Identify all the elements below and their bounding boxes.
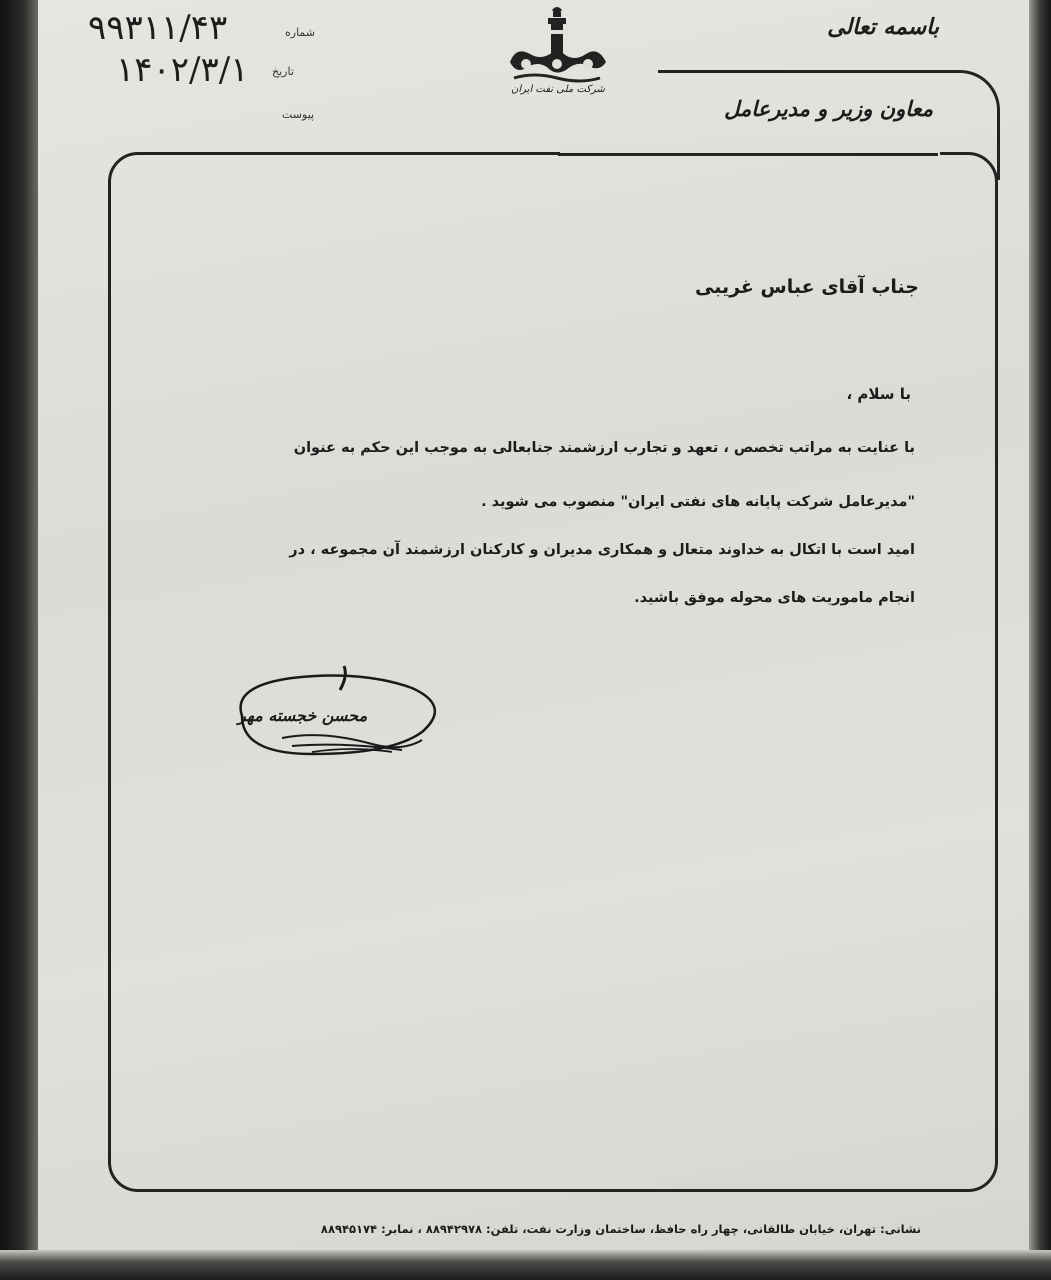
letter-paragraph: امید است با اتکال به خداوند متعال و همکاری مدیران و کارکنان ارزشمند آن مجموعه ، در — [289, 542, 915, 558]
letter-number: ۹۹۳۱۱/۴۳ — [88, 8, 228, 48]
attachment-label: پیوست — [282, 108, 315, 121]
number-label: شماره — [285, 26, 316, 39]
ministry-title: معاون وزیر و مدیرعامل — [724, 96, 933, 121]
greeting: با سلام ، — [846, 385, 911, 403]
ministry-underline — [558, 153, 938, 156]
header-rule — [658, 70, 958, 73]
screen-bezel-bottom — [0, 1250, 1051, 1280]
screen-bezel-right — [1029, 0, 1051, 1280]
letter-paragraph: انجام ماموریت های محوله موفق باشید. — [634, 590, 915, 606]
signatory-name: محسن خجسته مهر — [238, 706, 368, 725]
basmala-heading: باسمه تعالی — [827, 14, 939, 40]
letter-date: ۱۴۰۲/۳/۱ — [116, 50, 249, 90]
company-name: شرکت ملی نفت ایران — [511, 84, 605, 95]
recipient-salutation: جناب آقای عباس غریبی — [694, 276, 919, 298]
screen-bezel-left — [0, 0, 38, 1280]
letter-paragraph: با عنایت به مراتب تخصص ، تعهد و تجارب ارزشمند جنابعالی به موجب این حکم به عنوان — [293, 440, 915, 456]
date-label: تاریخ — [272, 65, 294, 78]
footer-address: نشانی: تهران، خیابان طالقانی، چهار راه حافظ، ساختمان وزارت نفت، تلفن: ۸۸۹۴۲۹۷۸ ، نمابر: ۸۸۹۴۵۱۷۴ — [320, 1222, 921, 1236]
letter-paragraph: "مدیرعامل شرکت پایانه های نفتی ایران" منصوب می شوید . — [481, 494, 915, 510]
nioc-logo-icon — [496, 4, 618, 114]
